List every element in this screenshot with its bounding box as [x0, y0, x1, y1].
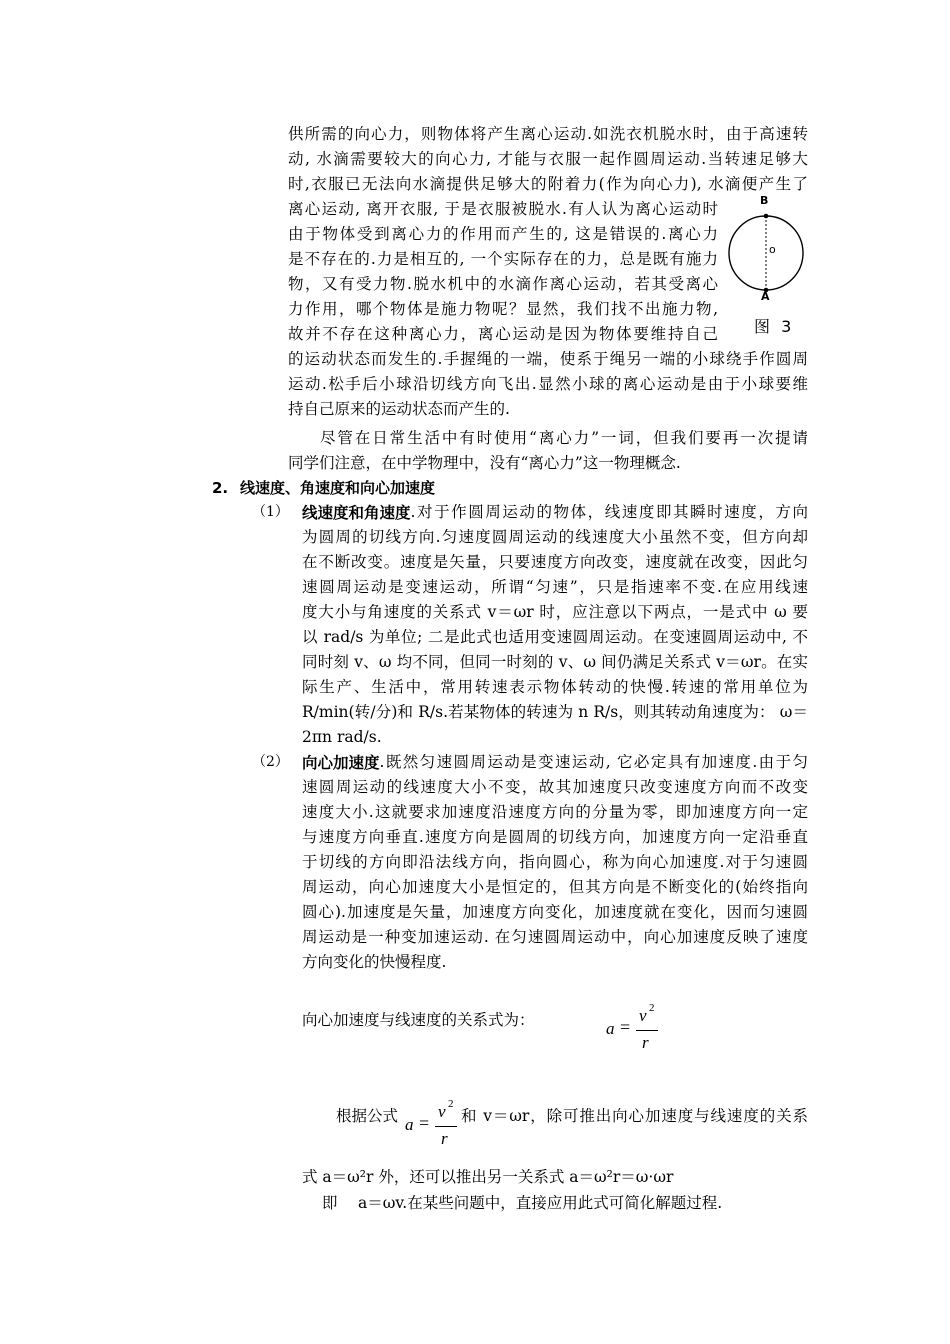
text-span: 和 v＝ωr，除可推出向心加速度与线速度的关系 — [461, 1107, 808, 1125]
text-line: 由于物体受到离心力的作用而产生的, 这是错误的.离心力 — [288, 225, 718, 243]
text-line: 的运动状态而发生的.手握绳的一端，使系于绳另一端的小球绕手作圆周 — [288, 350, 808, 368]
text-line: 为圆周的切线方向.匀速度圆周运动的线速度大小虽然不变，但方向却 — [302, 528, 808, 546]
text-span: .对于作圆周运动的物体，线速度即其瞬时速度，方向 — [410, 503, 808, 521]
section-title: 线速度、角速度和向心加速度 — [240, 479, 436, 497]
text-line: a＝ωv.在某些问题中，直接应用此式可简化解题过程. — [358, 1194, 723, 1212]
item-first-line — [302, 750, 808, 775]
text-span: 即 — [322, 1194, 338, 1212]
text-line: 运动.松手后小球沿切线方向飞出.显然小球的离心运动是由于小球要维 — [288, 375, 808, 393]
fraction-bar — [636, 1030, 658, 1031]
text-line: 同学们注意，在中学物理中，没有“离心力”这一物理概念. — [288, 454, 681, 472]
text-line: 速圆周运动是变速运动，所谓“匀速”，只是指速率不变.在应用线速 — [302, 578, 808, 596]
text-line: 式 a＝ω²r 外，还可以推出另一关系式 a＝ω²r＝ω·ωr — [302, 1168, 674, 1186]
formula-inline — [405, 1100, 461, 1152]
item-marker: （1） — [252, 504, 289, 520]
figure-caption: 图 3 — [754, 317, 795, 336]
text-line: 动, 水滴需要较大的向心力, 才能与衣服一起作圆周运动.当转速足够大 — [288, 150, 808, 168]
text-line: 圆心).加速度是矢量，加速度方向变化，加速度就在变化，因而匀速圆 — [302, 903, 808, 921]
text-span: 根据公式 — [336, 1107, 399, 1125]
text-line: R/min(转/分)和 R/s.若某物体的转速为 n R/s，则其转动角速度为： ω＝ — [302, 703, 808, 721]
text-line: 以 rad/s 为单位; 二是此式也适用变速圆周运动。在变速圆周运动中, 不 — [302, 628, 808, 646]
formula-exponent: 2 — [649, 1002, 655, 1014]
text-line: 周运动是一种变加速运动. 在匀速圆周运动中，向心加速度反映了速度 — [302, 928, 808, 946]
formula-centripetal — [606, 1004, 662, 1056]
formula-eq: = — [620, 1017, 631, 1037]
text-line: 物，又有受力物.脱水机中的水滴作离心运动，若其受离心 — [288, 275, 718, 293]
text-line: 周运动，向心加速度大小是恒定的，但其方向是不断变化的(始终指向 — [302, 878, 808, 896]
relation-text: 向心加速度与线速度的关系式为： — [302, 1011, 535, 1029]
text-line: 与速度方向垂直.速度方向是圆周的切线方向，加速度方向一定沿垂直 — [302, 828, 808, 846]
section-number: 2. — [212, 479, 229, 497]
text-line: 离心运动, 离开衣服, 于是衣服被脱水.有人认为离心运动时 — [288, 200, 718, 218]
text-line: 方向变化的快慢程度. — [302, 953, 447, 971]
item-first-line — [302, 500, 808, 525]
item-marker: （2） — [252, 754, 289, 770]
ball-top — [764, 214, 769, 219]
text-line: 速度大小.这就要求加速度沿速度方向的分量为零，即加速度方向一定 — [302, 803, 808, 821]
formula-denominator: r — [441, 1129, 448, 1148]
text-line: 速圆周运动的线速度大小不变，故其加速度只改变速度方向而不改变 — [302, 778, 808, 796]
item-title: 向心加速度 — [302, 753, 380, 772]
text-line: 度大小与角速度的关系式 v＝ωr 时，应注意以下两点，一是式中 ω 要 — [302, 603, 808, 621]
text-line: 于切线的方向即沿法线方向，指向圆心，称为向心加速度.对于匀速圆 — [302, 853, 808, 871]
label-a: A — [761, 290, 770, 303]
formula-lhs: a — [405, 1115, 414, 1134]
label-o: o — [769, 243, 776, 256]
formula-denominator: r — [642, 1033, 649, 1052]
text-line: 在不断改变。速度是矢量，只要速度方向改变，速度就在改变，因此匀 — [302, 553, 808, 571]
text-span: .既然匀速圆周运动是变速运动, 它必定具有加速度.由于匀 — [379, 753, 808, 771]
formula-numerator: v — [639, 1006, 647, 1025]
fraction-bar — [435, 1126, 457, 1127]
text-line: 故并不存在这种离心力，离心运动是因为物体要维持自己 — [288, 325, 718, 343]
text-line: 尽管在日常生活中有时使用“离心力”一词，但我们要再一次提请 — [320, 429, 808, 447]
text-line: 力作用，哪个物体是施力物呢？显然，我们找不出施力物, — [288, 300, 718, 318]
text-line: 际生产、生活中，常用转速表示物体转动的快慢.转速的常用单位为 — [302, 678, 808, 696]
formula-numerator: v — [438, 1102, 446, 1121]
formula-eq: = — [419, 1113, 430, 1133]
item-title: 线速度和角速度 — [302, 503, 411, 522]
text-line: 供所需的向心力，则物体将产生离心运动.如洗衣机脱水时，由于高速转 — [288, 125, 808, 143]
formula-exponent: 2 — [448, 1098, 454, 1110]
text-line: 时,衣服已无法向水滴提供足够大的附着力(作为向心力), 水滴便产生了 — [288, 175, 808, 193]
text-line: 2πn rad/s. — [302, 728, 382, 746]
label-b: B — [760, 194, 769, 207]
text-line: 是不存在的.力是相互的, 一个实际存在的力，总是既有施力 — [288, 250, 718, 268]
formula-lhs: a — [606, 1019, 615, 1038]
text-line: 持自己原来的运动状态而产生的. — [288, 400, 510, 418]
text-line: 同时刻 v、ω 均不同，但同一时刻的 v、ω 间仍满足关系式 v＝ωr。在实 — [302, 653, 808, 671]
figure-3 — [722, 196, 808, 346]
